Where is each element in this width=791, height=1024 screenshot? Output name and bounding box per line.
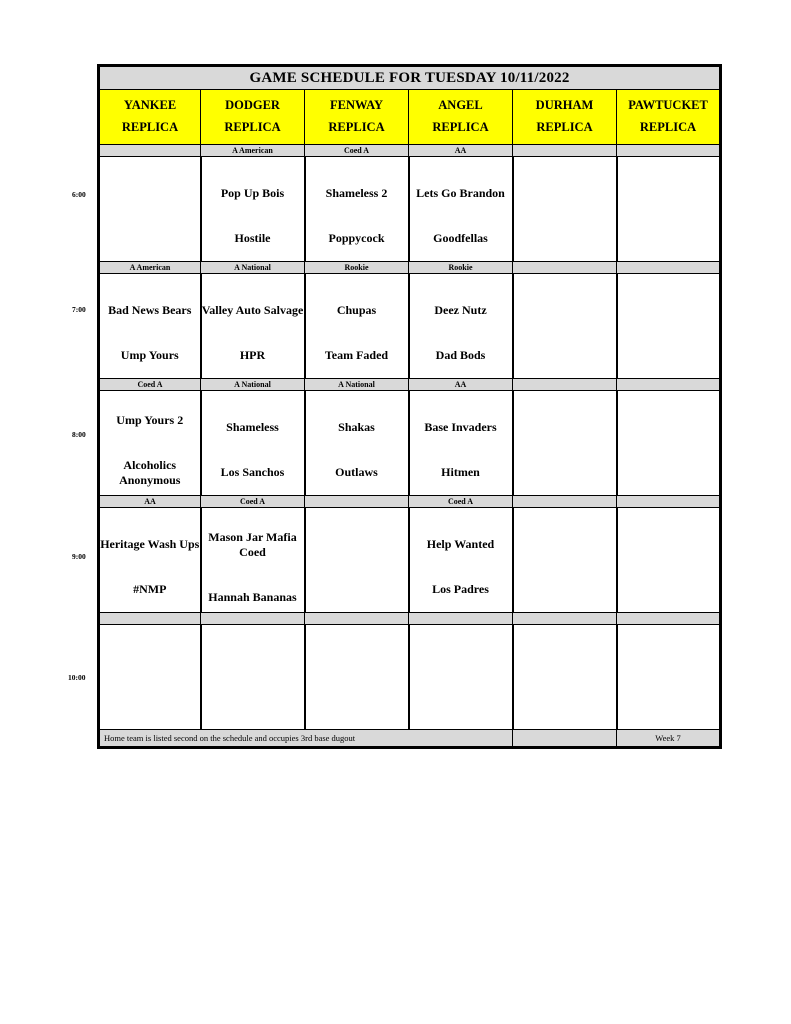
field-name: YANKEE bbox=[123, 98, 177, 113]
away-team: Chupas bbox=[336, 303, 377, 317]
page-title: GAME SCHEDULE FOR TUESDAY 10/11/2022 bbox=[99, 66, 721, 90]
game-cell bbox=[513, 625, 617, 730]
time-label-8: 8:00 bbox=[72, 430, 86, 439]
division-label bbox=[409, 613, 513, 625]
division-label: Rookie bbox=[409, 262, 513, 274]
away-team: Ump Yours 2 bbox=[116, 412, 184, 427]
division-row-10 bbox=[99, 613, 721, 625]
field-name: PAWTUCKET bbox=[628, 98, 708, 113]
field-name: FENWAY bbox=[329, 98, 384, 113]
game-cell bbox=[617, 274, 721, 379]
game-cell bbox=[409, 625, 513, 730]
footer-week: Week 7 bbox=[617, 730, 721, 748]
division-row-8 bbox=[99, 379, 721, 391]
footer-row bbox=[99, 730, 721, 748]
home-team: Hannah Bananas bbox=[208, 589, 297, 604]
footer-spacer bbox=[513, 730, 617, 748]
division-label: Coed A bbox=[305, 145, 409, 157]
division-label bbox=[617, 379, 721, 391]
game-cell bbox=[201, 391, 305, 496]
field-sub: REPLICA bbox=[224, 120, 281, 134]
away-team: Shakas bbox=[338, 420, 375, 434]
away-team: Shameless bbox=[226, 420, 279, 434]
game-cell bbox=[409, 274, 513, 379]
game-cell bbox=[201, 625, 305, 730]
division-label bbox=[99, 145, 201, 157]
game-schedule-table bbox=[97, 64, 722, 749]
division-label: Coed A bbox=[201, 496, 305, 508]
field-name: DURHAM bbox=[535, 98, 594, 113]
game-cell bbox=[305, 625, 409, 730]
division-label bbox=[201, 613, 305, 625]
away-team: Shameless 2 bbox=[325, 186, 388, 200]
field-header-yankee bbox=[99, 90, 201, 145]
away-team: Valley Auto Salvage bbox=[201, 303, 304, 317]
games-row-10 bbox=[99, 625, 721, 730]
field-header-dodger bbox=[201, 90, 305, 145]
division-label: Coed A bbox=[409, 496, 513, 508]
game-cell bbox=[99, 157, 201, 262]
division-label bbox=[305, 496, 409, 508]
game-cell bbox=[513, 157, 617, 262]
division-label bbox=[513, 379, 617, 391]
home-team: Outlaws bbox=[335, 465, 378, 479]
field-sub: REPLICA bbox=[121, 120, 179, 134]
division-row-9 bbox=[99, 496, 721, 508]
division-label: A National bbox=[201, 262, 305, 274]
division-label bbox=[513, 262, 617, 274]
division-row-7 bbox=[99, 262, 721, 274]
game-cell bbox=[513, 391, 617, 496]
game-cell bbox=[513, 508, 617, 613]
division-label bbox=[617, 496, 721, 508]
footer-note: Home team is listed second on the schedule and occupies 3rd base dugout bbox=[99, 730, 513, 748]
division-label: AA bbox=[409, 379, 513, 391]
division-label bbox=[513, 613, 617, 625]
game-cell bbox=[409, 391, 513, 496]
division-label: Coed A bbox=[99, 379, 201, 391]
division-label: A American bbox=[99, 262, 201, 274]
division-label bbox=[617, 262, 721, 274]
home-team: Los Padres bbox=[432, 582, 489, 596]
away-team: Deez Nutz bbox=[434, 303, 487, 317]
field-name: ANGEL bbox=[438, 98, 483, 113]
away-team: Heritage Wash Ups bbox=[100, 537, 200, 551]
game-cell bbox=[99, 274, 201, 379]
field-header-durham bbox=[513, 90, 617, 145]
home-team: Hitmen bbox=[441, 465, 480, 479]
field-sub: REPLICA bbox=[536, 120, 593, 134]
games-row-8 bbox=[99, 391, 721, 496]
division-label: Rookie bbox=[305, 262, 409, 274]
away-team: Base Invaders bbox=[424, 420, 497, 434]
home-team: Dad Bods bbox=[435, 348, 486, 362]
games-row-7 bbox=[99, 274, 721, 379]
division-label bbox=[617, 613, 721, 625]
field-sub: REPLICA bbox=[432, 120, 489, 134]
field-sub: REPLICA bbox=[639, 120, 697, 134]
field-header-angel bbox=[409, 90, 513, 145]
field-sub: REPLICA bbox=[328, 120, 385, 134]
game-cell bbox=[99, 391, 201, 496]
game-cell bbox=[617, 157, 721, 262]
division-label: A National bbox=[305, 379, 409, 391]
home-team: Goodfellas bbox=[433, 231, 488, 245]
game-cell bbox=[201, 157, 305, 262]
game-cell bbox=[617, 508, 721, 613]
title-row bbox=[99, 66, 721, 90]
away-team: Bad News Bears bbox=[108, 303, 192, 317]
home-team: Los Sanchos bbox=[220, 465, 285, 479]
game-cell bbox=[513, 274, 617, 379]
home-team: Team Faded bbox=[324, 348, 389, 362]
division-label bbox=[513, 496, 617, 508]
game-cell bbox=[409, 157, 513, 262]
home-team: Hostile bbox=[234, 231, 271, 245]
field-header-fenway bbox=[305, 90, 409, 145]
field-header-row bbox=[99, 90, 721, 145]
division-label bbox=[617, 145, 721, 157]
away-team: Help Wanted bbox=[426, 537, 495, 551]
division-label: A National bbox=[201, 379, 305, 391]
division-label bbox=[99, 613, 201, 625]
home-team: Alcoholics Anonymous bbox=[119, 457, 181, 487]
home-team: #NMP bbox=[133, 582, 167, 596]
division-label: AA bbox=[99, 496, 201, 508]
game-cell bbox=[201, 274, 305, 379]
game-cell bbox=[201, 508, 305, 613]
away-team: Mason Jar Mafia Coed bbox=[208, 529, 297, 559]
game-cell bbox=[99, 508, 201, 613]
schedule-container bbox=[97, 64, 719, 749]
game-cell bbox=[617, 625, 721, 730]
home-team: HPR bbox=[239, 348, 266, 362]
time-label-7: 7:00 bbox=[72, 305, 86, 314]
division-label bbox=[513, 145, 617, 157]
game-cell bbox=[305, 157, 409, 262]
home-team: Ump Yours bbox=[120, 348, 179, 362]
games-row-9 bbox=[99, 508, 721, 613]
field-name: DODGER bbox=[225, 98, 280, 113]
home-team: Poppycock bbox=[328, 231, 385, 245]
division-label bbox=[305, 613, 409, 625]
time-label-10: 10:00 bbox=[68, 673, 86, 682]
away-team: Lets Go Brandon bbox=[416, 186, 505, 200]
division-row-6 bbox=[99, 145, 721, 157]
game-cell bbox=[305, 274, 409, 379]
division-label: AA bbox=[409, 145, 513, 157]
game-cell bbox=[305, 508, 409, 613]
time-label-9: 9:00 bbox=[72, 552, 86, 561]
game-cell bbox=[99, 625, 201, 730]
game-cell bbox=[305, 391, 409, 496]
away-team: Pop Up Bois bbox=[220, 186, 285, 200]
time-label-6: 6:00 bbox=[72, 190, 86, 199]
field-header-pawtucket bbox=[617, 90, 721, 145]
games-row-6 bbox=[99, 157, 721, 262]
division-label: A American bbox=[201, 145, 305, 157]
game-cell bbox=[617, 391, 721, 496]
game-cell bbox=[409, 508, 513, 613]
